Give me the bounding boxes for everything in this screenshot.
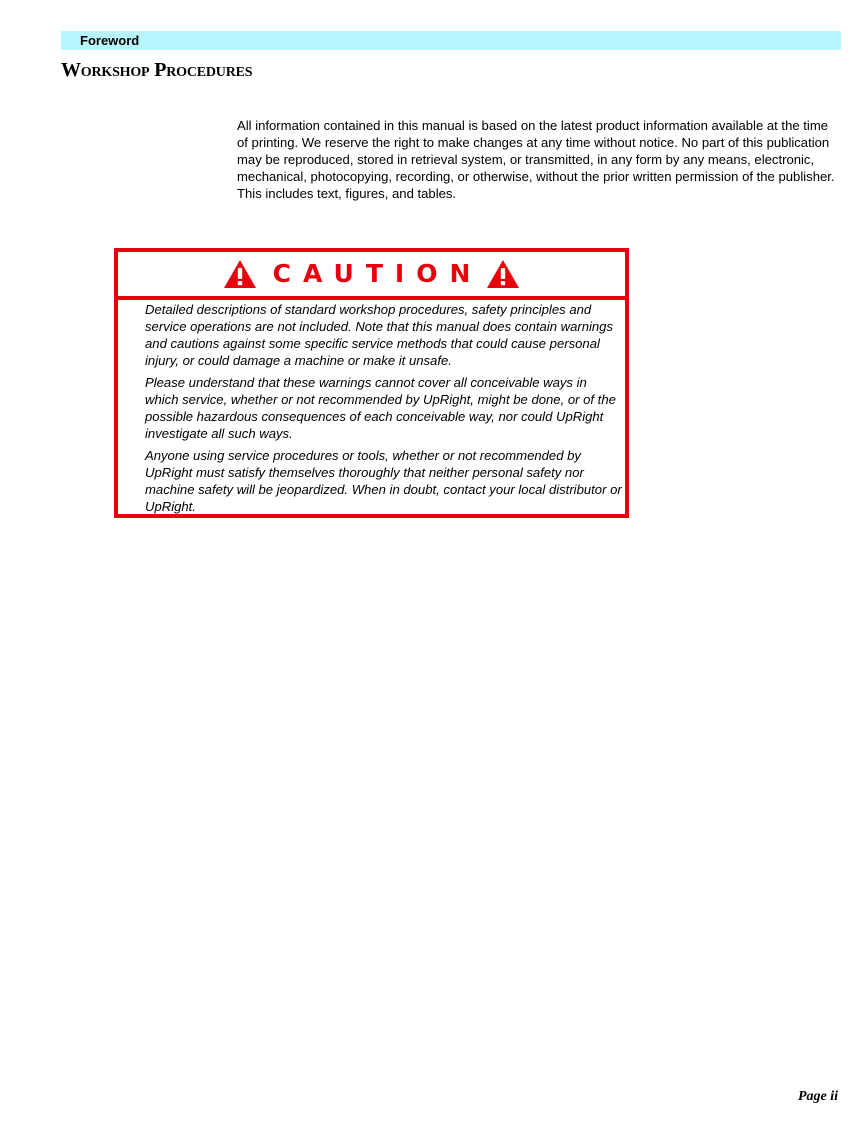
page-title: Workshop Procedures	[61, 59, 253, 81]
caution-body	[145, 301, 623, 520]
caution-title: CAUTION	[272, 259, 483, 288]
caution-paragraph: Detailed descriptions of standard workshop procedures, safety principles and service operations are not included. Note that this manual does contain warnings and cautions against some specific service methods that could cause personal injury, or could damage a machine or make it unsafe.	[145, 302, 614, 368]
page-number: Page ii	[797, 1089, 838, 1104]
caution-paragraph: Please understand that these warnings cannot cover all conceivable ways in which service, whether or not recommended by UpRight, might be done, or of the possible hazardous consequences of each conceivable way, nor could UpRight investigate all such ways.	[145, 375, 616, 441]
warning-triangle-icon	[486, 259, 520, 289]
section-header-band	[61, 31, 841, 50]
section-label: Foreword	[80, 33, 140, 48]
caution-header	[118, 252, 625, 300]
warning-triangle-icon	[223, 259, 257, 289]
caution-paragraph: Anyone using service procedures or tools, whether or not recommended by UpRight must satisfy themselves thoroughly that neither personal safety nor machine safety will be jeopardized. When in doubt, contact your local distributor or UpRight.	[145, 448, 622, 514]
intro-paragraph: All information contained in this manual is based on the latest product information available at the time of printing. We reserve the right to make changes at any time without notice. No part of this publication may be reproduced, stored in retrieval system, or transmitted, in any form by any means, electronic, mechanical, photocopying, recording, or otherwise, without the prior written permission of the publisher. This includes text, figures, and tables.	[237, 118, 835, 201]
caution-box	[114, 248, 629, 518]
